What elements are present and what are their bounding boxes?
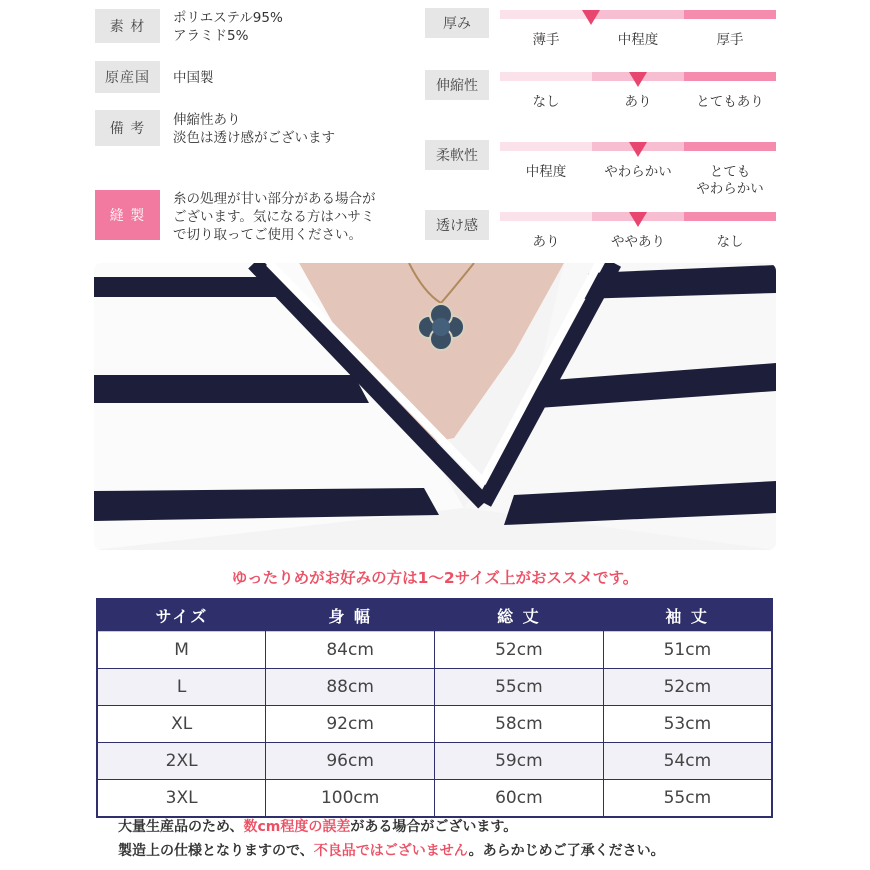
scale-option: 中程度 bbox=[525, 164, 567, 180]
scale-label: 柔軟性 bbox=[425, 140, 489, 170]
scale-option: やわらかい bbox=[604, 164, 672, 180]
column-header: 総 丈 bbox=[435, 599, 604, 632]
footer-2a: 製造上の仕様となりますので、 bbox=[118, 843, 314, 859]
scale-option: あり bbox=[532, 234, 560, 250]
scale-label: 伸縮性 bbox=[425, 70, 489, 100]
table-row bbox=[97, 743, 772, 780]
table-cell: 53cm bbox=[603, 706, 772, 743]
size-recommendation: ゆったりめがお好みの方は1〜2サイズ上がおススメです。 bbox=[231, 569, 639, 587]
product-photo bbox=[94, 263, 776, 550]
scale-option: 中程度 bbox=[617, 32, 659, 48]
sewing-label: 縫 製 bbox=[95, 190, 160, 240]
table-cell: L bbox=[97, 669, 266, 706]
material-label: 素 材 bbox=[95, 9, 160, 43]
material-value: ポリエステル95% アラミド5% bbox=[173, 10, 283, 44]
size-table-header bbox=[97, 599, 772, 632]
column-header: サイズ bbox=[97, 599, 266, 632]
scale-option: 厚手 bbox=[716, 32, 744, 48]
scale-option: あり bbox=[624, 94, 652, 110]
table-row bbox=[97, 632, 772, 669]
table-cell: 59cm bbox=[435, 743, 604, 780]
scale-option: 薄手 bbox=[532, 32, 560, 48]
scale-marker bbox=[629, 72, 647, 87]
footer-1c: がある場合がございます。 bbox=[350, 819, 518, 835]
size-table-body bbox=[97, 632, 772, 818]
table-cell: 100cm bbox=[266, 780, 435, 818]
scale-bar bbox=[500, 10, 776, 19]
table-cell: 52cm bbox=[603, 669, 772, 706]
table-row bbox=[97, 780, 772, 818]
table-cell: 52cm bbox=[435, 632, 604, 669]
table-cell: 51cm bbox=[603, 632, 772, 669]
sewing-value: 糸の処理が甘い部分がある場合が ございます。気になる方はハサミ で切り取ってご使用ください。 bbox=[173, 191, 376, 243]
size-table bbox=[96, 598, 773, 818]
table-cell: 60cm bbox=[435, 780, 604, 818]
scale-label: 厚み bbox=[425, 8, 489, 38]
scale-marker bbox=[629, 142, 647, 157]
scale-option: とても やわらかい bbox=[696, 164, 764, 197]
striped-shirt-illustration bbox=[94, 263, 776, 550]
table-cell: 55cm bbox=[435, 669, 604, 706]
scale-option: なし bbox=[532, 94, 560, 110]
table-cell: 55cm bbox=[603, 780, 772, 818]
table-cell: XL bbox=[97, 706, 266, 743]
scale-marker bbox=[629, 212, 647, 227]
table-cell: 58cm bbox=[435, 706, 604, 743]
footer-2c: 。あらかじめご了承ください。 bbox=[468, 843, 665, 859]
notes-label: 備 考 bbox=[95, 110, 160, 146]
footer-line-1 bbox=[118, 816, 517, 836]
footer-line-2 bbox=[118, 840, 665, 860]
table-cell: 92cm bbox=[266, 706, 435, 743]
origin-label: 原産国 bbox=[95, 61, 160, 93]
footer-2b: 不良品ではございません bbox=[313, 843, 469, 859]
table-row bbox=[97, 706, 772, 743]
scale-label: 透け感 bbox=[425, 210, 489, 240]
footer-1b: 数cm程度の誤差 bbox=[243, 819, 351, 835]
table-cell: M bbox=[97, 632, 266, 669]
footer-1a: 大量生産品のため、 bbox=[118, 819, 244, 835]
table-cell: 3XL bbox=[97, 780, 266, 818]
scale-option: とてもあり bbox=[696, 94, 764, 110]
scale-marker bbox=[582, 10, 600, 25]
table-cell: 2XL bbox=[97, 743, 266, 780]
scale-option: なし bbox=[716, 234, 744, 250]
table-cell: 88cm bbox=[266, 669, 435, 706]
table-row bbox=[97, 669, 772, 706]
table-cell: 54cm bbox=[603, 743, 772, 780]
origin-value: 中国製 bbox=[173, 70, 214, 86]
table-cell: 84cm bbox=[266, 632, 435, 669]
scale-option: ややあり bbox=[611, 234, 665, 250]
notes-value: 伸縮性あり 淡色は透け感がございます bbox=[173, 112, 335, 146]
column-header: 身 幅 bbox=[266, 599, 435, 632]
table-cell: 96cm bbox=[266, 743, 435, 780]
column-header: 袖 丈 bbox=[603, 599, 772, 632]
